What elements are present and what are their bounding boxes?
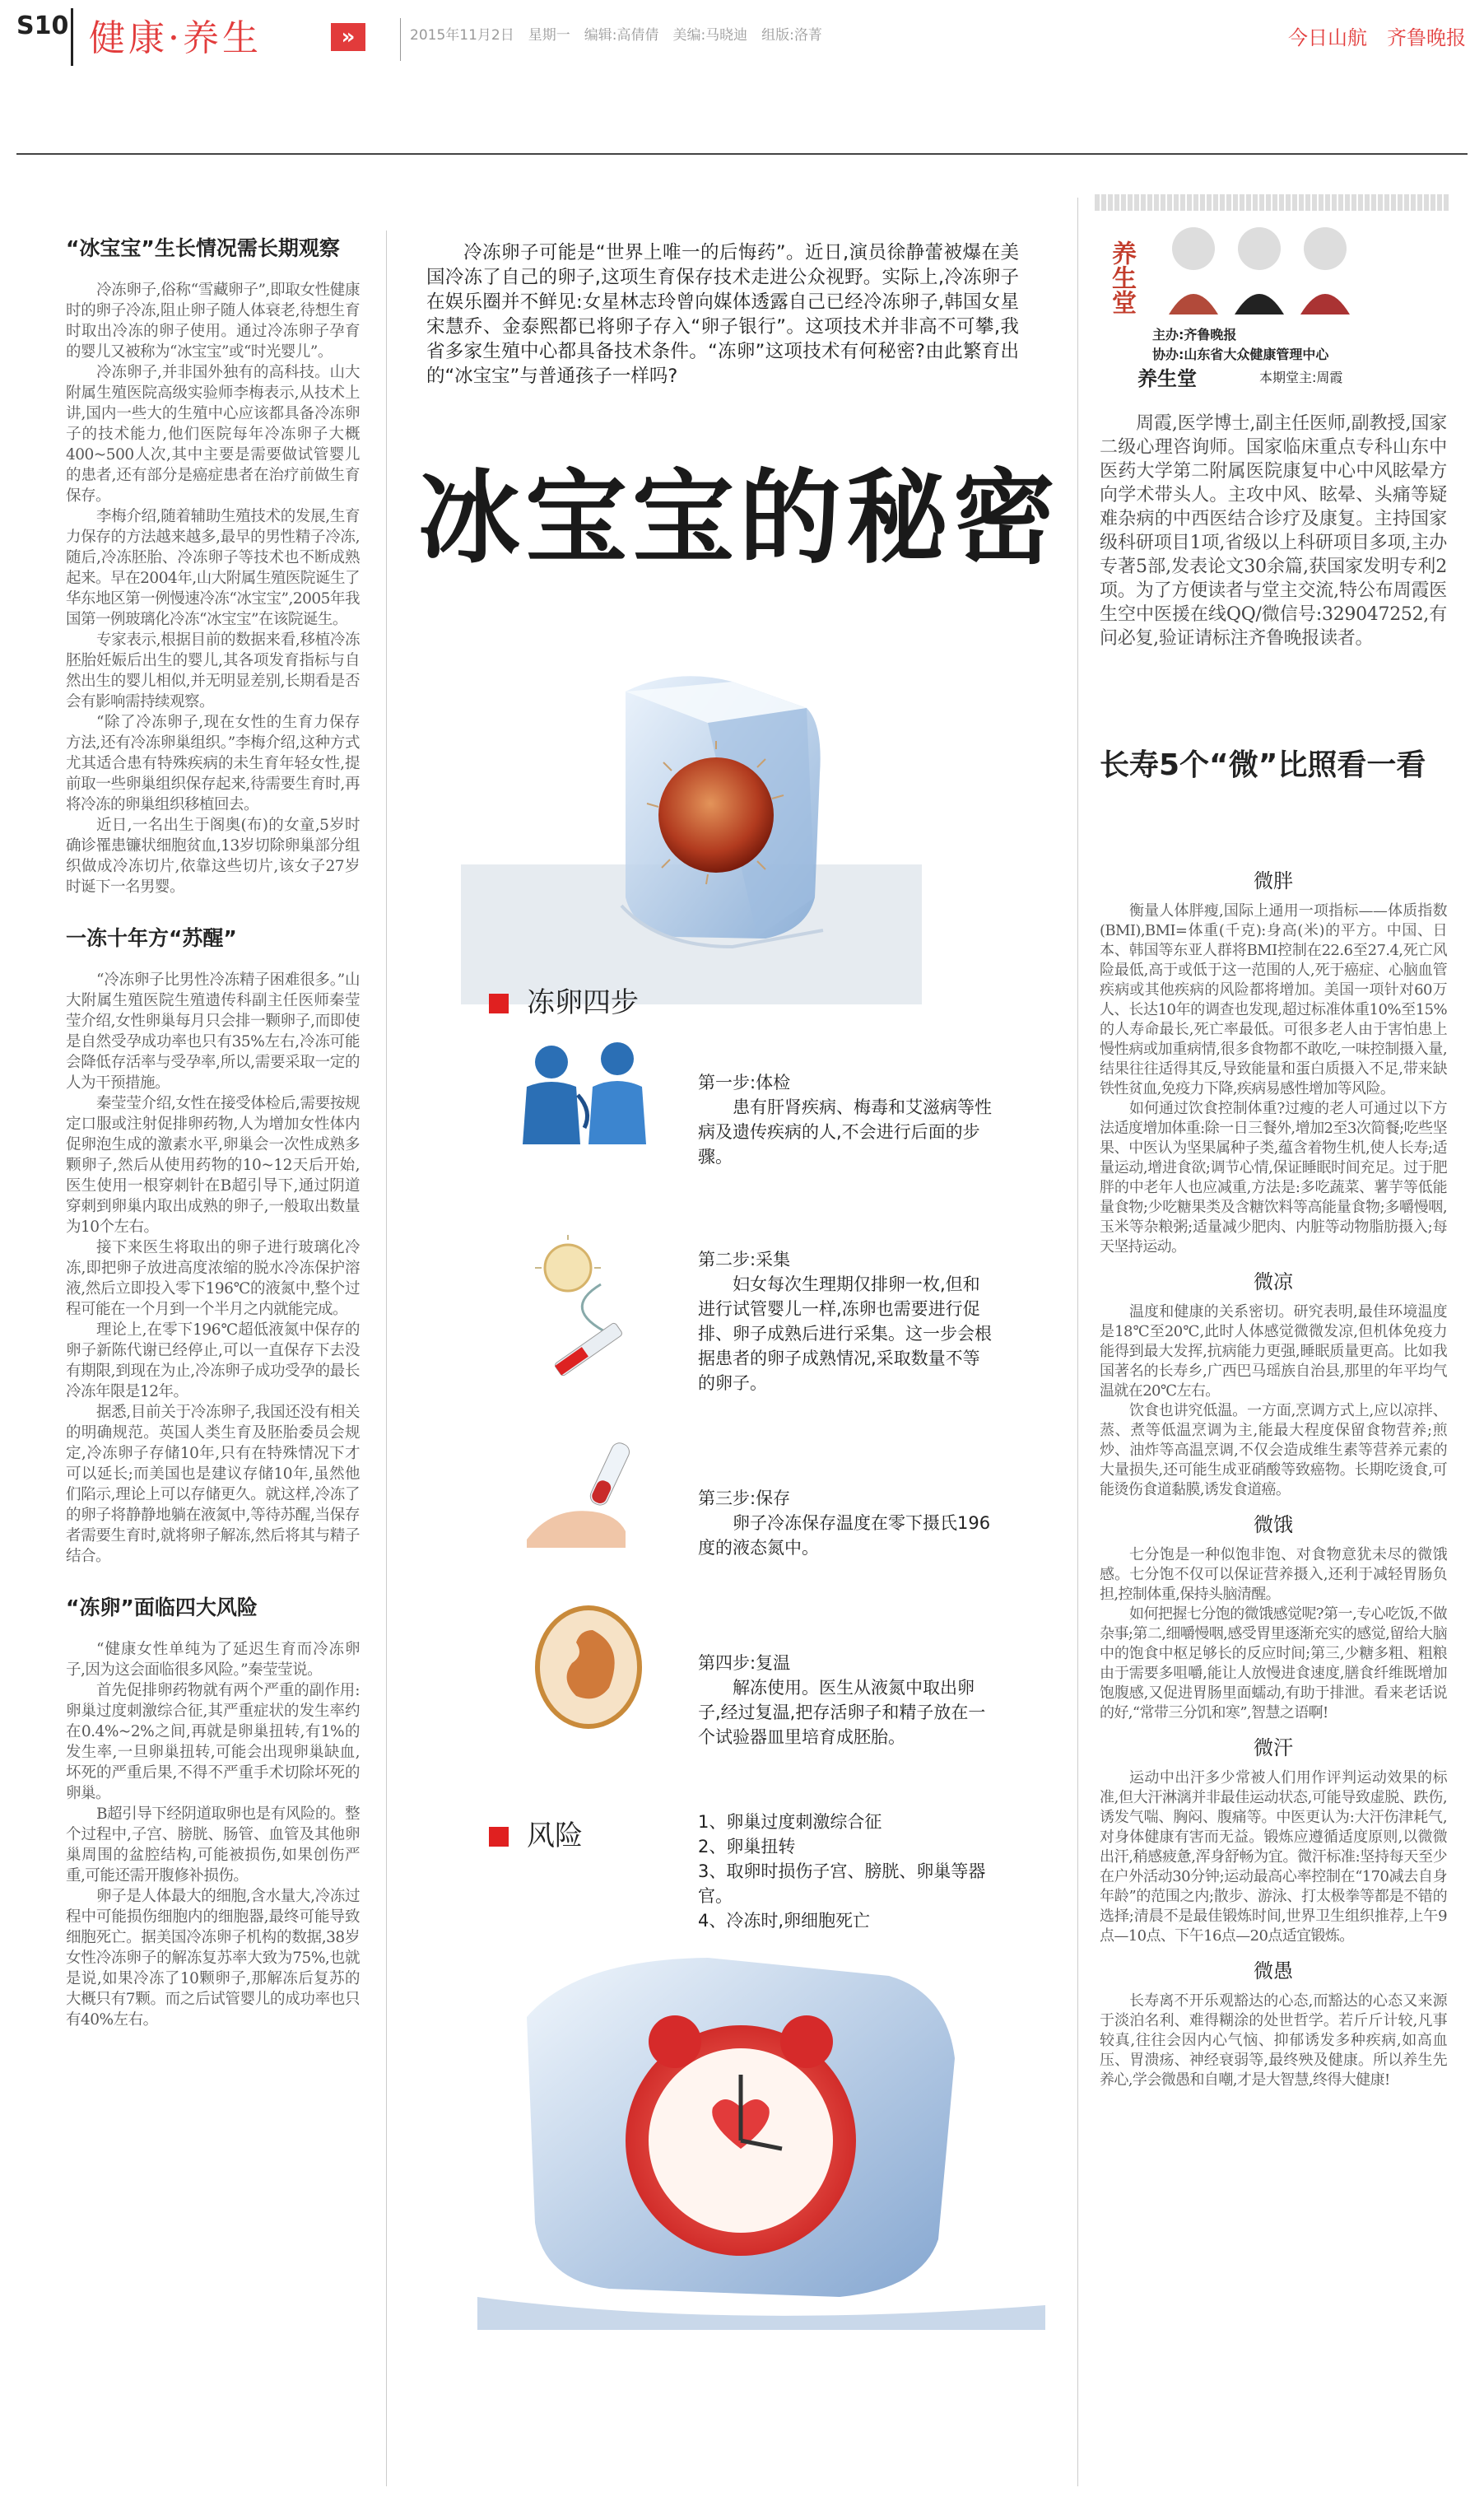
lead-paragraph: 冷冻卵子可能是“世界上唯一的后悔药”。近日,演员徐静蕾被爆在美国冷冻了自己的卵子,这项生育保存技术走进公众视野。实际上,冷冻卵子在娱乐圈并不鲜见:女星林志玲曾向媒体透露自己已经冷冻卵子,韩国女星宋慧乔、金泰熙都已将卵子存入“卵子银行”。这项技术并非高不可攀,我省多家生殖中心都具备技术条件。“冻卵”这项技术有何秘密?由此繁育出的“冰宝宝”与普通孩子一样吗? bbox=[426, 242, 1019, 387]
right-subhead: 微汗 bbox=[1254, 1736, 1293, 1759]
left-paragraph: 理论上,在零下196℃超低液氮中保存的卵子新陈代谢已经停止,可以一直保存下去没有期限,到现在为止,冷冻卵子成功受孕的最长冷冻年限是12年。 bbox=[66, 1321, 360, 1400]
column-top-bar bbox=[1095, 194, 1449, 211]
right-paragraph: 饮食也讲究低温。一方面,烹调方式上,应以凉拌、蒸、煮等低温烹调为主,能最大程度保留食物营养;煎炒、油炸等高温烹调,不仅会造成维生素等营养元素的大量损失,还可能生成亚硝酸等致癌物。长期吃烫食,可能烫伤食道黏膜,诱发食道癌。 bbox=[1100, 1402, 1447, 1498]
left-paragraph: 近日,一名出生于阁奥(布)的女童,5岁时确诊罹患镰状细胞贫血,13岁切除卵巢部分组织做成冷冻切片,依靠这些切片,该女子27岁时诞下一名男婴。 bbox=[66, 817, 360, 896]
right-subhead: 微饿 bbox=[1254, 1513, 1293, 1536]
left-paragraph: 据悉,目前关于冷冻卵子,我国还没有相关的明确规范。英国人类生育及胚胎委员会规定,冷冻卵子存储10年,只有在特殊情况下才可以延长;而美国也是建议存储10年,虽然他们陷示,理论上可以存储更久。就这样,冷冻了的卵子将静静地躺在液氮中,等待苏醒,当保存者需要生育时,就将卵子解冻,然后将其与精子结合。 bbox=[66, 1404, 360, 1565]
left-column bbox=[66, 232, 360, 2030]
right-paragraph: 如何通过饮食控制体重?过瘦的老人可通过以下方法适度增加体重:除一日三餐外,增加2至3次简餐;吃些坚果、中医认为坚果属种子类,蕴含着物生机,使人长寿;适量运动,增进食欲;调节心情,保证睡眠时间充足。过于肥胖的中老年人也应减重,方法是:多吃蔬菜、薯芋等低能量食物;少吃糖果类及含糖饮料等高能量食物;多嚼慢咽,玉米等杂粮粥;适量减少肥肉、内脏等动物脂肪摄入;每天坚持运动。 bbox=[1100, 1100, 1447, 1256]
right-paragraph: 长寿离不开乐观豁达的心态,而豁达的心态又来源于淡泊名利、难得糊涂的处世哲学。若斤斤计较,凡事较真,往往会因内心气恼、抑郁诱发多种疾病,如高血压、胃溃疡、神经衰弱等,最终殃及健康。所以养生先养心,学会微愚和自嘲,才是大智慧,终得大健康! bbox=[1100, 1992, 1447, 2089]
risk-list bbox=[698, 1810, 1003, 1933]
right-subhead: 微凉 bbox=[1254, 1270, 1293, 1293]
risk-item: 3、取卵时损伤子宫、膀胱、卵巢等器官。 bbox=[698, 1861, 986, 1906]
embryo-egg-icon bbox=[519, 1597, 658, 1737]
main-headline: 冰宝宝的秘密 bbox=[418, 459, 1061, 578]
egg-in-ice-icon bbox=[461, 659, 1004, 1004]
step-2 bbox=[698, 1247, 994, 1395]
step-desc: 解冻使用。医生从液氮中取出卵子,经过复温,把存活卵子和精子放在一个试验器皿里培育成胚胎。 bbox=[698, 1678, 986, 1747]
right-column-body bbox=[1100, 856, 1447, 2090]
left-paragraph: 冷冻卵子,并非国外独有的高科技。山大附属生殖医院高级实验师李梅表示,从技术上讲,国内一些大的生殖中心应该都具备冷冻卵子的技术能力,他们医院每年冷冻卵子大概400~500人次,其中主要是需要做试管婴儿的患者,还有部分是癌症患者在治疗前做生育保存。 bbox=[66, 364, 360, 505]
syringe-egg-icon bbox=[502, 1235, 675, 1391]
clock-in-ice-icon bbox=[477, 1943, 1045, 2330]
risk-item: 2、卵巢扭转 bbox=[698, 1837, 796, 1856]
column-divider-left bbox=[386, 231, 387, 2486]
section-title: 健康·养生 bbox=[89, 17, 262, 59]
column-banner bbox=[1103, 216, 1432, 390]
left-paragraph: “健康女性单纯为了延迟生育而冷冻卵子,因为这会面临很多风险。”秦莹莹说。 bbox=[66, 1641, 360, 1679]
guest-name: 本期堂主:周霞 bbox=[1259, 370, 1343, 385]
step-title: 第一步:体检 bbox=[698, 1073, 791, 1092]
step-desc: 患有肝肾疾病、梅毒和艾滋病等性病及遗传疾病的人,不会进行后面的步骤。 bbox=[698, 1097, 992, 1167]
step-desc: 妇女每次生理期仅排卵一枚,但和进行试管婴儿一样,冻卵也需要进行促排、卵子成熟后进行采集。这一步会根据患者的卵子成熟情况,采取数量不等的卵子。 bbox=[698, 1274, 992, 1393]
left-paragraph: 秦莹莹介绍,女性在接受体检后,需要按规定口服或注射促排卵药物,人为增加女性体内促卵泡生成的激素水平,卵巢会一次性成熟多颗卵子,然后从使用药物的10~12天后开始,医生使用一根穿刺针在B超引导下,通过阴道穿刺到卵巢内取出成熟的卵子,一般取出数量为10个左右。 bbox=[66, 1095, 360, 1236]
page-header bbox=[0, 0, 1484, 99]
host-line: 主办:齐鲁晚报 bbox=[1152, 327, 1237, 342]
steps-heading: 冻卵四步 bbox=[489, 980, 639, 1020]
edition-credits: 2015年11月2日 星期一 编辑:高倩倩 美编:马晓迪 组版:洛菁 bbox=[410, 27, 822, 44]
right-headline: 长寿5个“微”比照看一看 bbox=[1100, 748, 1426, 782]
left-subhead: “冻卵”面临四大风险 bbox=[66, 1596, 258, 1619]
red-square-bullet bbox=[489, 1827, 509, 1847]
test-tube-hand-icon bbox=[510, 1433, 683, 1556]
yangshengtang-logo: 养生堂 bbox=[1107, 240, 1136, 314]
risk-item: 1、卵巢过度刺激综合征 bbox=[698, 1812, 882, 1832]
left-subhead: 一冻十年方“苏醒” bbox=[66, 926, 237, 950]
step-title: 第四步:复温 bbox=[698, 1653, 791, 1673]
step-3 bbox=[698, 1486, 994, 1560]
left-paragraph: 接下来医生将取出的卵子进行玻璃化冷冻,即把卵子放进高度浓缩的脱水冷冻保护溶液,然后立即投入零下196℃的液氮中,整个过程可能在一个月到一个半月之内就能完成。 bbox=[66, 1239, 360, 1318]
right-subhead: 微愚 bbox=[1254, 1959, 1293, 1982]
left-paragraph: “除了冷冻卵子,现在女性的生育力保存方法,还有冷冻卵巢组织。”李梅介绍,这种方式尤其适合患有特殊疾病的未生育年轻女性,提前取一些卵巢组织保存起来,待需要生育时,再将冷冻的卵巢组织移植回去。 bbox=[66, 714, 360, 813]
left-paragraph: “冷冻卵子比男性冷冻精子困难很多。”山大附属生殖医院生殖遗传科副主任医师秦莹莹介绍,女性卵巢每月只会排一颗卵子,而即使是自然受孕成功率也只有35%左右,冷冻可能会降低存活率与受孕率,所以,需要采取一定的人为干预措施。 bbox=[66, 971, 360, 1092]
red-square-bullet bbox=[489, 994, 509, 1013]
header-rule bbox=[16, 153, 1468, 155]
cohost-line: 协办:山东省大众健康管理中心 bbox=[1152, 347, 1329, 362]
left-paragraph: 专家表示,根据目前的数据来看,移植冷冻胚胎妊娠后出生的婴儿,其各项发育指标与自然出生的婴儿相似,并无明显差别,长期看是否会有影响需持续观察。 bbox=[66, 631, 360, 710]
column-name: 养生堂 bbox=[1137, 367, 1197, 390]
step-title: 第三步:保存 bbox=[698, 1488, 791, 1508]
step-desc: 卵子冷冻保存温度在零下摄氏196度的液态氮中。 bbox=[698, 1513, 991, 1558]
host-bio: 周霞,医学博士,副主任医师,副教授,国家二级心理咨询师。国家临床重点专科山东中医药大学第二附属医院康复中心中风眩晕方向学术带头人。主攻中风、眩晕、头痛等疑难杂病的中西医结合诊疗及康复。主持国家级科研项目1项,省级以上科研项目多项,主办专著5部,发表论文30余篇,获国家发明专利2项。为了方便读者与堂主交流,特公布周霞医生空中医援在线QQ/微信号:329047252,有问必复,验证请标注齐鲁晚报读者。 bbox=[1100, 413, 1447, 649]
header-divider-thin bbox=[400, 18, 401, 61]
left-paragraph: 李梅介绍,随着辅助生殖技术的发展,生育力保存的方法越来越多,最早的男性精子冷冻,随后,冷冻胚胎、冷冻卵子等技术也不断成熟起来。早在2004年,山大附属生殖医院诞生了华东地区第一例慢速冷冻“冰宝宝”,2005年我国第一例玻璃化冷冻“冰宝宝”在该院诞生。 bbox=[66, 508, 360, 628]
page-number: S10 bbox=[16, 12, 69, 40]
newspaper-brand: 今日山航 齐鲁晚报 bbox=[1288, 26, 1466, 49]
left-paragraph: 冷冻卵子,俗称“雪藏卵子”,即取女性健康时的卵子冷冻,阻止卵子随人体衰老,待想生育时取出冷冻的卵子使用。通过冷冻卵子孕育的婴儿又被称为“冰宝宝”或“时光婴儿”。 bbox=[66, 282, 360, 361]
right-paragraph: 如何把握七分饱的微饿感觉呢?第一,专心吃饭,不做杂事;第二,细嚼慢咽,感受胃里逐渐充实的感觉,留给大脑中的饱食中枢足够长的反应时间;第三,少糖多粗、粗粮由于需要多咀嚼,能让人放慢进食速度,膳食纤维既增加饱腹感,又促进胃肠里面蠕动,有助于排泄。看来老话说的好,“常带三分饥和寒”,智慧之语啊! bbox=[1100, 1605, 1447, 1721]
right-paragraph: 七分饱是一种似饱非饱、对食物意犹未尽的微饿感。七分饱不仅可以保证营养摄入,还利于减轻胃肠负担,控制体重,保持头脑清醒。 bbox=[1100, 1546, 1447, 1603]
section-arrow-icon: » bbox=[331, 23, 365, 51]
left-paragraph: 卵子是人体最大的细胞,含水量大,冷冻过程中可能损伤细胞内的细胞器,最终可能导致细胞死亡。据美国冷冻卵子机构的数据,38岁女性冷冻卵子的解冻复苏率大致为75%,也就是说,如果冷冻了10颗卵子,那解冻后复苏的大概只有7颗。而之后试管婴儿的成功率也只有40%左右。 bbox=[66, 1888, 360, 2029]
left-paragraph: 首先促排卵药物就有两个严重的副作用:卵巢过度刺激综合征,其严重症状的发生率约在0.4%~2%之间,再就是卵巢扭转,有1%的发生率,一旦卵巢扭转,可能会出现卵巢缺血,坏死的严重后果,不得不严重手术切除坏死的卵巢。 bbox=[66, 1682, 360, 1802]
doctor-patient-icon bbox=[502, 1037, 667, 1161]
host-photos bbox=[1161, 216, 1358, 323]
risk-heading: 风险 bbox=[489, 1813, 583, 1853]
column-divider-right bbox=[1077, 198, 1078, 2486]
right-paragraph: 运动中出汗多少常被人们用作评判运动效果的标准,但大汗淋漓并非最佳运动状态,可能导致虚脱、跌伤,诱发气喘、胸闷、腹痛等。中医更认为:大汗伤津耗气,对身体健康有害而无益。锻炼应遵循适度原则,以微微出汗,稍感疲惫,浑身舒畅为宜。微汗标准:坚持每天至少在户外活动30分钟;运动最高心率控制在“170减去自身年龄”的范围之内;散步、游泳、打太极拳等都是不错的选择;清晨不是最佳锻炼时间,世界卫生组织推荐,上午9点—10点、下午16点—20点适宜锻炼。 bbox=[1100, 1769, 1447, 1945]
right-paragraph: 温度和健康的关系密切。研究表明,最佳环境温度是18℃至20℃,此时人体感觉微微发凉,但机体免疫力能得到最大发挥,抗病能力更强,睡眠质量更高。比如我国著名的长寿乡,广西巴马瑶族自治县,那里的年平均气温就在20℃左右。 bbox=[1100, 1303, 1447, 1400]
right-paragraph: 衡量人体胖瘦,国际上通用一项指标——体质指数(BMI),BMI=体重(千克):身高(米)的平方。中国、日本、韩国等东亚人群将BMI控制在22.6至27.4,死亡风险最低,高于或低于这一范围的人,死于癌症、心脑血管疾病或其他疾病的风险都将增加。美国一项针对60万人、长达10年的调查也发现,超过标准体重10%至15%的人寿命最长,死亡率最低。可很多老人由于害怕患上慢性病或加重病情,很多食物都不敢吃,一味控制摄入量,结果往往适得其反,导致能量和蛋白质摄入不足,带来缺铁性贫血,免疫力下降,疾病易感性增加等风险。 bbox=[1100, 902, 1447, 1097]
step-4 bbox=[698, 1651, 994, 1749]
header-divider bbox=[71, 8, 73, 66]
step-title: 第二步:采集 bbox=[698, 1250, 791, 1269]
left-paragraph: B超引导下经阴道取卵也是有风险的。整个过程中,子宫、膀胱、肠管、血管及其他卵巢周围的盆腔结构,可能被损伤,如果创伤严重,可能还需开腹修补损伤。 bbox=[66, 1805, 360, 1884]
right-subhead: 微胖 bbox=[1254, 869, 1293, 892]
step-1 bbox=[698, 1070, 994, 1169]
left-subhead: “冰宝宝”生长情况需长期观察 bbox=[66, 236, 340, 260]
risk-item: 4、冷冻时,卵细胞死亡 bbox=[698, 1911, 871, 1931]
